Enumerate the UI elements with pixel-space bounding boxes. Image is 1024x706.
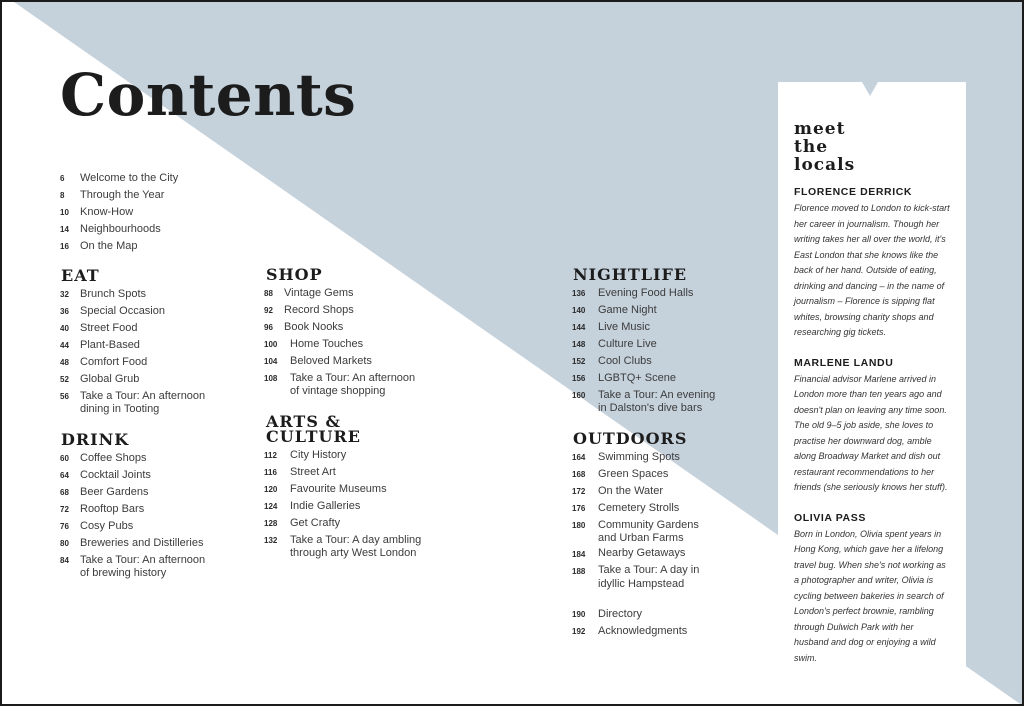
end-list: [572, 606, 687, 640]
page-number: 168: [572, 470, 586, 479]
toc-entry: [60, 371, 205, 388]
entry-label: Street Food: [80, 321, 138, 334]
entry-label: Nearby Getaways: [598, 547, 686, 559]
toc-entry: [572, 302, 715, 319]
toc-entry: [264, 464, 421, 481]
toc-entry: [60, 221, 178, 238]
outdoors-list: [572, 449, 699, 591]
page-number: 120: [264, 485, 278, 494]
toc-entry: [572, 387, 715, 416]
page-number: 64: [60, 471, 69, 480]
toc-entry: [60, 535, 205, 552]
entry-label: Take a Tour: An evening in Dalston's dive bars: [598, 388, 716, 414]
local-name: OLIVIA PASS: [794, 511, 866, 524]
entry-label: Comfort Food: [80, 355, 148, 368]
meet-the-locals: [778, 82, 966, 682]
toc-entry: [572, 353, 715, 370]
toc-entry: [60, 320, 205, 337]
toc-entry: [264, 447, 421, 464]
page-number: 190: [572, 610, 586, 619]
entry-label: Directory: [598, 607, 643, 620]
page-number: 10: [60, 208, 69, 217]
section-title-drink: DRINK: [61, 430, 130, 449]
intro-list: [60, 170, 178, 255]
entry-label: Take a Tour: A day in idyllic Hampstead: [598, 564, 700, 590]
toc-entry: [572, 449, 699, 466]
page-number: 100: [264, 340, 278, 349]
page-number: 84: [60, 556, 69, 565]
toc-entry: [60, 501, 205, 518]
entry-label: Acknowledgments: [598, 624, 688, 637]
toc-entry: [60, 467, 205, 484]
page-number: 36: [60, 307, 69, 316]
entry-label: Rooftop Bars: [80, 502, 145, 515]
page-number: 92: [264, 306, 273, 315]
page-number: 144: [572, 323, 586, 332]
entry-label: On the Water: [598, 484, 664, 497]
entry-label: Take a Tour: A day ambling through arty West London: [290, 533, 422, 559]
toc-entry: [572, 483, 699, 500]
toc-entry: [572, 285, 715, 302]
toc-entry: [60, 484, 205, 501]
page-number: 108: [264, 374, 278, 383]
toc-entry: [60, 238, 178, 255]
page-number: 188: [572, 566, 586, 576]
entry-label: Evening Food Halls: [598, 286, 694, 299]
entry-label: Indie Galleries: [290, 499, 361, 512]
entry-label: Through the Year: [80, 188, 165, 201]
toc-entry: [264, 285, 415, 302]
page-number: 40: [60, 324, 69, 333]
toc-entry: [264, 370, 415, 399]
page-number: 124: [264, 502, 278, 511]
entry-label: Record Shops: [284, 303, 354, 316]
entry-label: Vintage Gems: [284, 286, 354, 299]
page-number: 152: [572, 357, 586, 366]
entry-label: Get Crafty: [290, 516, 341, 529]
entry-label: Game Night: [598, 303, 657, 316]
page-number: 136: [572, 289, 586, 298]
page-number: 164: [572, 453, 586, 462]
locals-title: meet the locals: [794, 119, 856, 175]
entry-label: Cool Clubs: [598, 354, 652, 367]
entry-label: City History: [290, 448, 347, 461]
entry-label: Special Occasion: [80, 304, 165, 317]
toc-entry: [264, 319, 415, 336]
toc-entry: [572, 563, 699, 592]
entry-label: Cosy Pubs: [80, 519, 134, 532]
page-number: 156: [572, 374, 586, 383]
entry-label: Live Music: [598, 320, 650, 333]
entry-label: Brunch Spots: [80, 287, 147, 300]
entry-label: Cemetery Strolls: [598, 501, 680, 514]
page-number: 160: [572, 391, 586, 400]
toc-entry: [60, 204, 178, 221]
entry-label: Welcome to the City: [80, 171, 179, 184]
entry-label: Coffee Shops: [80, 451, 147, 464]
toc-entry: [572, 466, 699, 483]
toc-entry: [264, 515, 421, 532]
entry-label: Green Spaces: [598, 467, 669, 480]
page-number: 112: [264, 451, 277, 460]
toc-entry: [572, 623, 687, 640]
local-bio: Financial advisor Marlene arrived in London more than ten years ago and doesn't plan on leaving any time soon. The old 9–5 job aside, she loves to practise her downward dog, amble along Broadway Market and dish out restaurant recommendations to her friends (she seriously knows her stuff).: [794, 373, 948, 492]
toc-entry: [60, 518, 205, 535]
entry-label: Take a Tour: An afternoon of vintage shopping: [290, 371, 416, 397]
entry-label: Global Grub: [80, 372, 140, 385]
entry-label: Culture Live: [598, 337, 657, 350]
page-number: 192: [572, 627, 586, 636]
eat-list: [60, 286, 205, 417]
toc-entry: [264, 336, 415, 353]
entry-label: Home Touches: [290, 337, 364, 350]
toc-entry: [264, 532, 421, 561]
page-number: 128: [264, 519, 278, 528]
page-title: Contents: [60, 61, 357, 129]
toc-entry: [60, 170, 178, 187]
entry-label: Favourite Museums: [290, 482, 387, 495]
local-bio: Florence moved to London to kick-start her career in journalism. Though her writing takes her all over the world, it's East London that she knows like the back of her hand. Outside of eating, drinking and dancing – in the name of journalism – Florence is sipping flat whites, browsing charity shops and researching gig tickets.: [794, 203, 950, 337]
entry-label: Take a Tour: An afternoon dining in Tooting: [80, 389, 206, 415]
page-number: 8: [60, 191, 65, 200]
toc-entry: [572, 500, 699, 517]
entry-label: Plant-Based: [80, 338, 140, 351]
arts-culture-list: [264, 447, 421, 561]
shop-list: [264, 285, 415, 399]
section-title-nightlife: NIGHTLIFE: [573, 265, 688, 284]
section-title-eat: EAT: [61, 266, 100, 285]
toc-entry: [60, 187, 178, 204]
page-number: 104: [264, 357, 278, 366]
page-number: 72: [60, 505, 69, 514]
page-number: 56: [60, 392, 69, 401]
page-number: 96: [264, 323, 273, 332]
page-number: 52: [60, 375, 69, 384]
toc-entry: [572, 319, 715, 336]
toc-entry: [60, 552, 205, 581]
toc-entry: [60, 450, 205, 467]
entry-label: Take a Tour: An afternoon of brewing history: [80, 553, 206, 579]
entry-label: Neighbourhoods: [80, 222, 161, 235]
toc-entry: [60, 337, 205, 354]
page-number: 148: [572, 340, 586, 349]
entry-label: Street Art: [290, 465, 336, 478]
entry-label: Book Nooks: [284, 320, 344, 333]
entry-label: LGBTQ+ Scene: [598, 371, 676, 384]
page-number: 48: [60, 358, 69, 367]
toc-entry: [264, 353, 415, 370]
entry-label: Cocktail Joints: [80, 468, 151, 481]
entry-label: Swimming Spots: [598, 450, 680, 463]
toc-entry: [572, 546, 699, 563]
page-number: 116: [264, 468, 277, 477]
page-number: 14: [60, 225, 69, 234]
page-number: 44: [60, 341, 69, 350]
toc-entry: [572, 336, 715, 353]
page-number: 176: [572, 504, 586, 513]
page-number: 60: [60, 454, 69, 463]
local-name: MARLENE LANDU: [794, 356, 894, 369]
local-name: FLORENCE DERRICK: [794, 186, 913, 198]
local-bio: Born in London, Olivia spent years in Hong Kong, which gave her a lifelong travel bug. When she's not working as a photographer and writer, Olivia is cycling between bakeries in search of London's perfect brownie, rambling through Dulwich Park with her husband and dog or enjoying a wild swim.: [794, 528, 946, 663]
toc-entry: [572, 370, 715, 387]
page-number: 76: [60, 522, 69, 531]
section-title-outdoors: OUTDOORS: [573, 429, 688, 448]
page-number: 32: [60, 290, 69, 299]
page-number: 16: [60, 242, 69, 251]
page-number: 140: [572, 306, 586, 315]
toc-entry: [60, 354, 205, 371]
toc-entry: [264, 481, 421, 498]
section-title-arts-culture: ARTS & CULTURE: [266, 412, 361, 446]
page-number: 88: [264, 289, 273, 298]
entry-label: Beer Gardens: [80, 485, 149, 498]
toc-entry: [60, 303, 205, 320]
page-number: 180: [572, 521, 586, 530]
page-number: 68: [60, 488, 69, 497]
toc-entry: [264, 302, 415, 319]
toc-entry: [60, 286, 205, 303]
page-number: 184: [572, 549, 586, 559]
page-number: 172: [572, 487, 586, 496]
toc-entry: [572, 517, 699, 546]
page-number: 80: [60, 539, 69, 548]
drink-list: [60, 450, 205, 581]
toc-entry: [60, 388, 205, 417]
toc-entry: [264, 498, 421, 515]
entry-label: Beloved Markets: [290, 354, 372, 367]
section-title-shop: SHOP: [266, 265, 323, 284]
toc-entry: [572, 606, 687, 623]
entry-label: On the Map: [80, 239, 138, 252]
page-number: 6: [60, 174, 65, 183]
entry-label: Community Gardens and Urban Farms: [598, 518, 699, 544]
page-number: 132: [264, 536, 278, 545]
nightlife-list: [572, 285, 715, 416]
entry-label: Breweries and Distilleries: [80, 536, 204, 549]
locals-people: [794, 186, 950, 666]
entry-label: Know-How: [80, 205, 134, 218]
